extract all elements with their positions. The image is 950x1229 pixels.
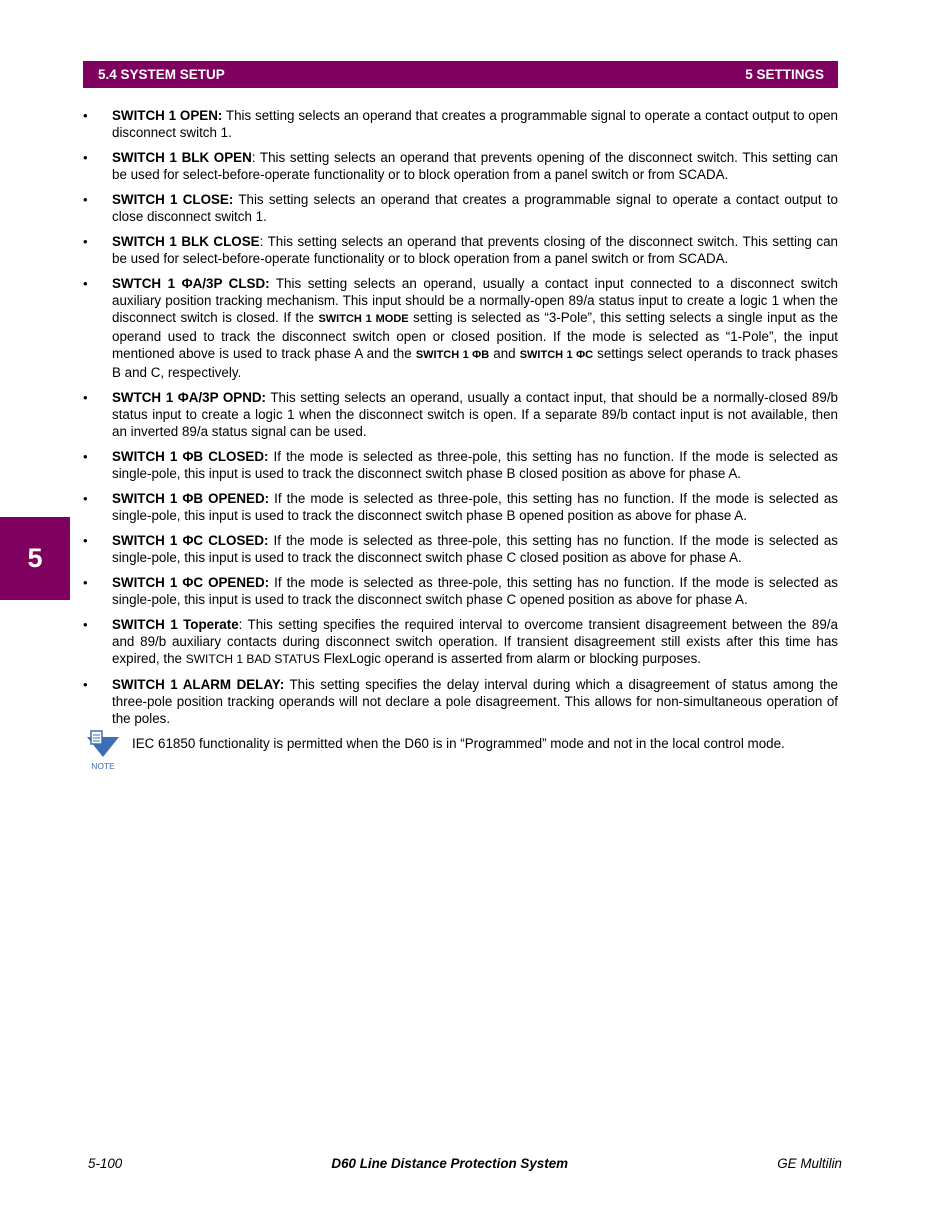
setting-term: SWTCH 1 ΦA/3P CLSD: <box>112 276 270 291</box>
setting-description: If the mode is selected as three-pole, this setting has no function. If the mode is selected as single-pole, this input is used to track the disconnect switch phase C opened position as above for phase A. <box>112 575 839 607</box>
setting-reference: SWITCH 1 ΦC <box>519 349 594 361</box>
setting-description: setting is selected as “3-Pole”, this setting selects a single input as the operand used to track the disconnect switch open or closed position. If the mode is selected as “1-Pole”, the input mentioned above is used to track phase A and the <box>112 310 838 361</box>
setting-term: SWITCH 1 ΦC CLOSED: <box>112 533 269 548</box>
page-footer <box>88 1156 842 1171</box>
list-item <box>83 191 838 225</box>
list-item <box>83 448 838 482</box>
list-item <box>83 275 838 381</box>
page-number: 5-100 <box>88 1156 123 1171</box>
setting-term: SWITCH 1 Toperate <box>112 617 239 632</box>
setting-term: SWITCH 1 ALARM DELAY: <box>112 677 285 692</box>
setting-term: SWTCH 1 ΦA/3P OPND: <box>112 390 267 405</box>
setting-description: This setting selects an operand that creates a programmable signal to operate a contact output to close disconnect switch 1. <box>112 192 838 224</box>
section-header-bar <box>83 61 838 88</box>
setting-term: SWITCH 1 ΦC OPENED: <box>112 575 270 590</box>
list-item <box>83 676 838 727</box>
document-title: D60 Line Distance Protection System <box>331 1156 569 1171</box>
setting-term: SWITCH 1 ΦB CLOSED: <box>112 449 269 464</box>
setting-description: This setting selects an operand that creates a programmable signal to operate a contact output to open disconnect switch 1. <box>112 108 839 140</box>
setting-term: SWITCH 1 BLK CLOSE <box>112 234 260 249</box>
setting-description: This setting selects an operand, usually a contact input connected to a disconnect switch auxiliary position tracking mechanism. This input should be a normally-open 89/a status input to create a logic 1 when the disconnect switch is closed. If the <box>112 276 838 325</box>
setting-description: : This setting specifies the required interval to overcome transient disagreement between the 89/a and 89/b auxiliary contacts during disconnect switch operation. If transient disagreement still exists after this time has expired, the <box>112 617 838 666</box>
page-content <box>83 107 838 775</box>
setting-description: This setting specifies the delay interval during which a disagreement of status among the three-pole position tracking operands will not declare a pole disagreement. This allows for non-simultaneous operation of the poles. <box>112 677 838 726</box>
operand-reference: SWITCH 1 BAD STATUS <box>185 652 320 666</box>
setting-description: If the mode is selected as three-pole, this setting has no function. If the mode is selected as single-pole, this input is used to track the disconnect switch phase B opened position as above for phase A. <box>112 491 839 523</box>
list-item <box>83 616 838 668</box>
list-item <box>83 574 838 608</box>
setting-term: SWITCH 1 BLK OPEN <box>112 150 252 165</box>
setting-term: SWITCH 1 ΦB OPENED: <box>112 491 270 506</box>
publisher: GE Multilin <box>777 1156 842 1171</box>
section-title: 5.4 SYSTEM SETUP <box>98 67 225 82</box>
setting-description: and <box>489 346 520 361</box>
chapter-tab <box>0 517 70 600</box>
list-item <box>83 532 838 566</box>
setting-reference: SWITCH 1 ΦB <box>415 349 490 361</box>
setting-term: SWITCH 1 CLOSE: <box>112 192 234 207</box>
setting-description: This setting selects an operand, usually a contact input, that should be a normally-closed 89/b status input to create a logic 1 when the disconnect switch is open. If a separate 89/b contact input is not available, then an inverted 89/a status signal can be used. <box>112 390 838 439</box>
list-item <box>83 233 838 267</box>
note-block <box>83 735 838 775</box>
list-item <box>83 389 838 440</box>
note-icon <box>84 729 122 773</box>
list-item <box>83 107 838 141</box>
list-item <box>83 490 838 524</box>
setting-description: FlexLogic operand is asserted from alarm or blocking purposes. <box>319 651 702 666</box>
note-icon-label: NOTE <box>91 761 115 771</box>
chapter-tab-number: 5 <box>27 543 43 573</box>
setting-description: : This setting selects an operand that prevents closing of the disconnect switch. This setting can be used for select-before-operate functionality or to block operation from a panel switch or from SCADA. <box>112 234 838 266</box>
list-item <box>83 149 838 183</box>
setting-description: If the mode is selected as three-pole, this setting has no function. If the mode is selected as single-pole, this input is used to track the disconnect switch phase C closed position as above for phase A. <box>112 533 838 565</box>
setting-description: settings select operands to track phases B and C, respectively. <box>112 346 838 380</box>
note-text: IEC 61850 functionality is permitted when the D60 is in “Programmed” mode and not in the local control mode. <box>132 736 785 751</box>
chapter-title: 5 SETTINGS <box>745 67 824 82</box>
setting-term: SWITCH 1 OPEN: <box>112 108 223 123</box>
setting-reference: SWITCH 1 MODE <box>318 313 409 325</box>
setting-description: If the mode is selected as three-pole, this setting has no function. If the mode is selected as single-pole, this input is used to track the disconnect switch phase B closed position as above for phase A. <box>112 449 838 481</box>
setting-description: : This setting selects an operand that prevents opening of the disconnect switch. This setting can be used for select-before-operate functionality or to block operation from a panel switch or from SCADA. <box>112 150 839 182</box>
settings-list <box>83 107 838 727</box>
